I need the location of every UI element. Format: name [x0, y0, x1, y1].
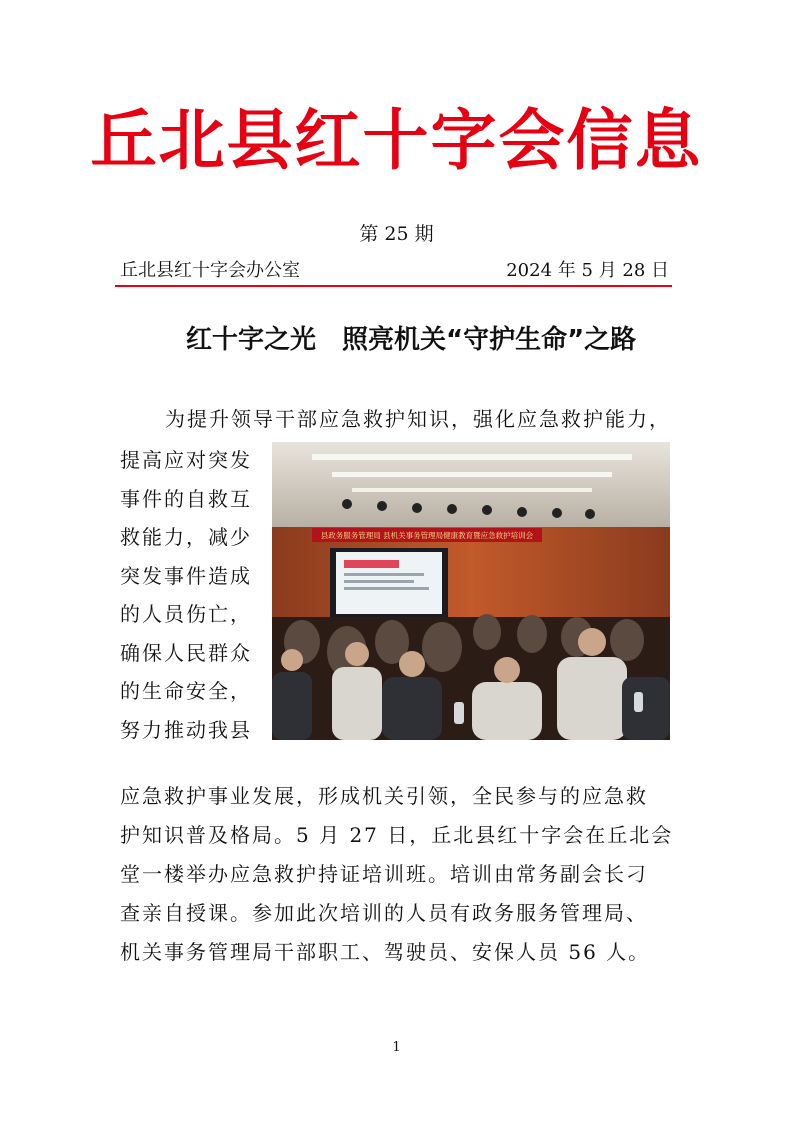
- paragraph-line: 应急救护事业发展，形成机关引领，全民参与的应急救: [120, 784, 648, 808]
- header-rule: [115, 285, 672, 287]
- training-photo-illustration: [272, 442, 670, 740]
- paragraph-line: 查亲自授课。参加此次培训的人员有政务服务管理局、: [120, 901, 648, 925]
- paragraph-line: 护知识普及格局。5 月 27 日，丘北县红十字会在丘北会: [120, 823, 674, 847]
- page-number: 1: [392, 1040, 401, 1055]
- paragraph-first-line: 为提升领导干部应急救护知识，强化应急救护能力，: [165, 407, 671, 431]
- column-line: 的人员伤亡，: [120, 602, 252, 626]
- column-line: 努力推动我县: [120, 717, 252, 742]
- issue-date: 2024 年 5 月 28 日: [506, 260, 669, 281]
- column-line: 事件的自救互: [120, 486, 252, 511]
- column-line: 确保人民群众: [120, 640, 252, 665]
- paragraph-line: 堂一楼举办应急救护持证培训班。培训由常务副会长刁: [120, 862, 648, 886]
- wrapped-text-column: [120, 441, 270, 749]
- article-headline: 红十字之光 照亮机关“守护生命”之路: [186, 325, 637, 355]
- training-photo: [272, 442, 670, 740]
- masthead-title: 丘北县红十字会信息: [90, 101, 703, 179]
- column-line: 提高应对突发: [120, 448, 252, 472]
- column-line: 突发事件造成: [120, 563, 252, 588]
- photo-banner-text: 县政务服务管理局 县机关事务管理局健康教育暨应急救护培训会: [320, 531, 534, 540]
- issuer: 丘北县红十字会办公室: [120, 260, 300, 281]
- column-line: 的生命安全，: [120, 679, 252, 703]
- issue-number: 第 25 期: [359, 223, 434, 245]
- paragraph-line: 机关事务管理局干部职工、驾驶员、安保人员 56 人。: [120, 940, 651, 964]
- paragraph-continuation: [120, 777, 680, 972]
- column-line: 救能力，减少: [120, 525, 252, 549]
